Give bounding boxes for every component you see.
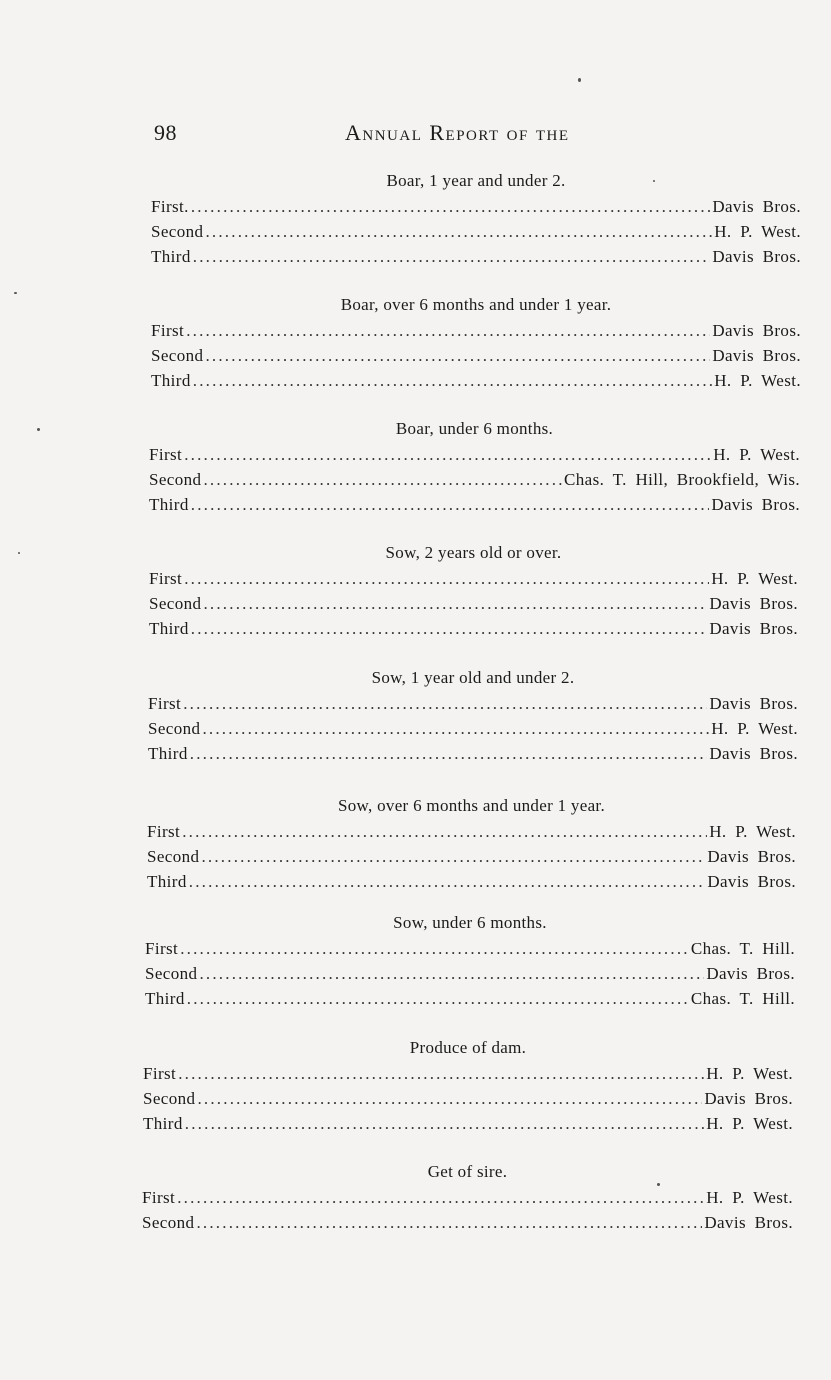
winner-name: Davis Bros. <box>712 246 801 266</box>
winner-name: Davis Bros. <box>709 618 798 638</box>
dot-leader <box>187 987 689 1012</box>
dot-leader <box>190 742 708 767</box>
winner-name: Chas. T. Hill. <box>690 939 795 958</box>
award-entry <box>151 220 801 245</box>
award-entry <box>147 870 796 895</box>
dot-leader <box>186 319 710 344</box>
place-label: First. <box>151 197 189 216</box>
dot-leader <box>193 245 711 270</box>
award-entry <box>143 1087 793 1112</box>
place-label: Second <box>148 718 201 738</box>
section-title: Sow, under 6 months. <box>393 913 547 932</box>
award-section <box>147 794 796 894</box>
dot-leader <box>178 1062 704 1087</box>
winner-name: H. P. West. <box>714 370 801 390</box>
section-title: Sow, 1 year old and under 2. <box>371 668 575 687</box>
dot-leader <box>180 937 689 962</box>
award-entry <box>142 1211 793 1236</box>
dot-leader <box>205 220 712 245</box>
winner-name: H. P. West. <box>714 221 801 241</box>
running-head: Annual Report of the <box>345 120 570 145</box>
award-entry <box>151 319 801 344</box>
award-section <box>151 169 801 269</box>
dot-leader <box>193 369 712 394</box>
award-entry <box>149 617 798 642</box>
dot-leader <box>196 1211 702 1236</box>
award-entry <box>149 443 800 468</box>
place-label: Third <box>149 494 189 514</box>
award-entry <box>149 493 800 518</box>
winner-name: Davis Bros. <box>707 846 796 866</box>
section-title: Get of sire. <box>427 1162 508 1181</box>
winner-name: H. P. West. <box>706 1064 793 1083</box>
dot-leader <box>203 592 707 617</box>
place-label: Third <box>143 1113 183 1133</box>
place-label: Second <box>149 469 202 489</box>
place-label: Third <box>149 618 189 638</box>
winner-name: Davis Bros. <box>709 593 798 613</box>
dot-leader <box>205 344 710 369</box>
place-label: Second <box>151 345 204 365</box>
place-label: Third <box>151 246 191 266</box>
dot-leader <box>191 617 708 642</box>
scan-speck <box>14 292 17 294</box>
award-entry <box>143 1112 793 1137</box>
award-entry <box>145 937 795 962</box>
dot-leader <box>202 717 709 742</box>
winner-name: Chas. T. Hill. <box>690 988 795 1008</box>
place-label: First <box>145 939 179 958</box>
award-entry <box>148 742 798 767</box>
award-entry <box>149 567 798 592</box>
winner-name: H. P. West. <box>713 445 800 464</box>
scan-speck <box>653 180 655 182</box>
place-label: Third <box>145 988 185 1008</box>
dot-leader <box>201 845 705 870</box>
dot-leader <box>185 1112 704 1137</box>
award-section <box>145 911 795 1011</box>
award-section <box>151 293 801 393</box>
scan-speck <box>578 78 581 82</box>
award-entry <box>151 195 801 220</box>
winner-name: H. P. West. <box>711 569 798 588</box>
dot-leader <box>183 692 707 717</box>
winner-name: Davis Bros. <box>707 871 796 891</box>
place-label: Third <box>151 370 191 390</box>
award-entry <box>145 987 795 1012</box>
section-title: Boar, over 6 months and under 1 year. <box>340 295 612 314</box>
award-entry <box>149 468 800 493</box>
place-label: First <box>143 1064 177 1083</box>
page-number: 98 <box>154 120 177 145</box>
place-label: Second <box>142 1212 195 1232</box>
award-entry <box>145 962 795 987</box>
place-label: Third <box>147 871 187 891</box>
award-entry <box>151 245 801 270</box>
place-label: First <box>142 1188 176 1207</box>
winner-name: H. P. West. <box>706 1188 793 1207</box>
dot-leader <box>182 820 707 845</box>
place-label: First <box>149 569 183 588</box>
winner-name: Davis Bros. <box>704 1212 793 1232</box>
section-title: Sow, 2 years old or over. <box>385 543 562 562</box>
award-entry <box>148 692 798 717</box>
award-entry <box>147 820 796 845</box>
place-label: First <box>148 694 182 713</box>
dot-leader <box>197 1087 702 1112</box>
award-entry <box>149 592 798 617</box>
place-label: Second <box>151 221 204 241</box>
winner-name: Davis Bros. <box>706 963 795 983</box>
place-label: Third <box>148 743 188 763</box>
award-entry <box>151 369 801 394</box>
place-label: Second <box>147 846 200 866</box>
winner-name: H. P. West. <box>706 1113 793 1133</box>
award-entry <box>143 1062 793 1087</box>
section-title: Boar, 1 year and under 2. <box>386 171 566 190</box>
award-entry <box>148 717 798 742</box>
section-title: Sow, over 6 months and under 1 year. <box>337 796 605 815</box>
award-section <box>148 666 798 766</box>
award-entry <box>142 1186 793 1211</box>
winner-name: H. P. West. <box>711 718 798 738</box>
award-entry <box>147 845 796 870</box>
award-section <box>143 1036 793 1136</box>
winner-name: Davis Bros. <box>711 494 800 514</box>
place-label: First <box>149 445 183 464</box>
dot-leader <box>191 493 710 518</box>
winner-name: Chas. T. Hill, Brookfield, Wis. <box>564 469 800 489</box>
place-label: Second <box>145 963 198 983</box>
section-title: Boar, under 6 months. <box>395 419 554 438</box>
scan-speck <box>18 552 20 554</box>
dot-leader <box>199 962 704 987</box>
scan-speck <box>37 428 40 431</box>
winner-name: Davis Bros. <box>712 321 801 340</box>
dot-leader <box>184 443 711 468</box>
dot-leader <box>189 870 706 895</box>
place-label: First <box>151 321 185 340</box>
place-label: Second <box>143 1088 196 1108</box>
dot-leader <box>177 1186 704 1211</box>
winner-name: Davis Bros. <box>712 197 801 216</box>
winner-name: Davis Bros. <box>704 1088 793 1108</box>
award-section <box>149 417 800 517</box>
winner-name: Davis Bros. <box>712 345 801 365</box>
dot-leader <box>191 195 710 220</box>
place-label: Second <box>149 593 202 613</box>
scan-speck <box>657 1183 660 1186</box>
winner-name: H. P. West. <box>709 822 796 841</box>
winner-name: Davis Bros. <box>709 743 798 763</box>
dot-leader <box>184 567 709 592</box>
award-entry <box>151 344 801 369</box>
section-title: Produce of dam. <box>409 1038 527 1057</box>
place-label: First <box>147 822 181 841</box>
winner-name: Davis Bros. <box>709 694 798 713</box>
award-section <box>142 1160 793 1236</box>
dot-leader <box>203 468 562 493</box>
award-section <box>149 541 798 641</box>
